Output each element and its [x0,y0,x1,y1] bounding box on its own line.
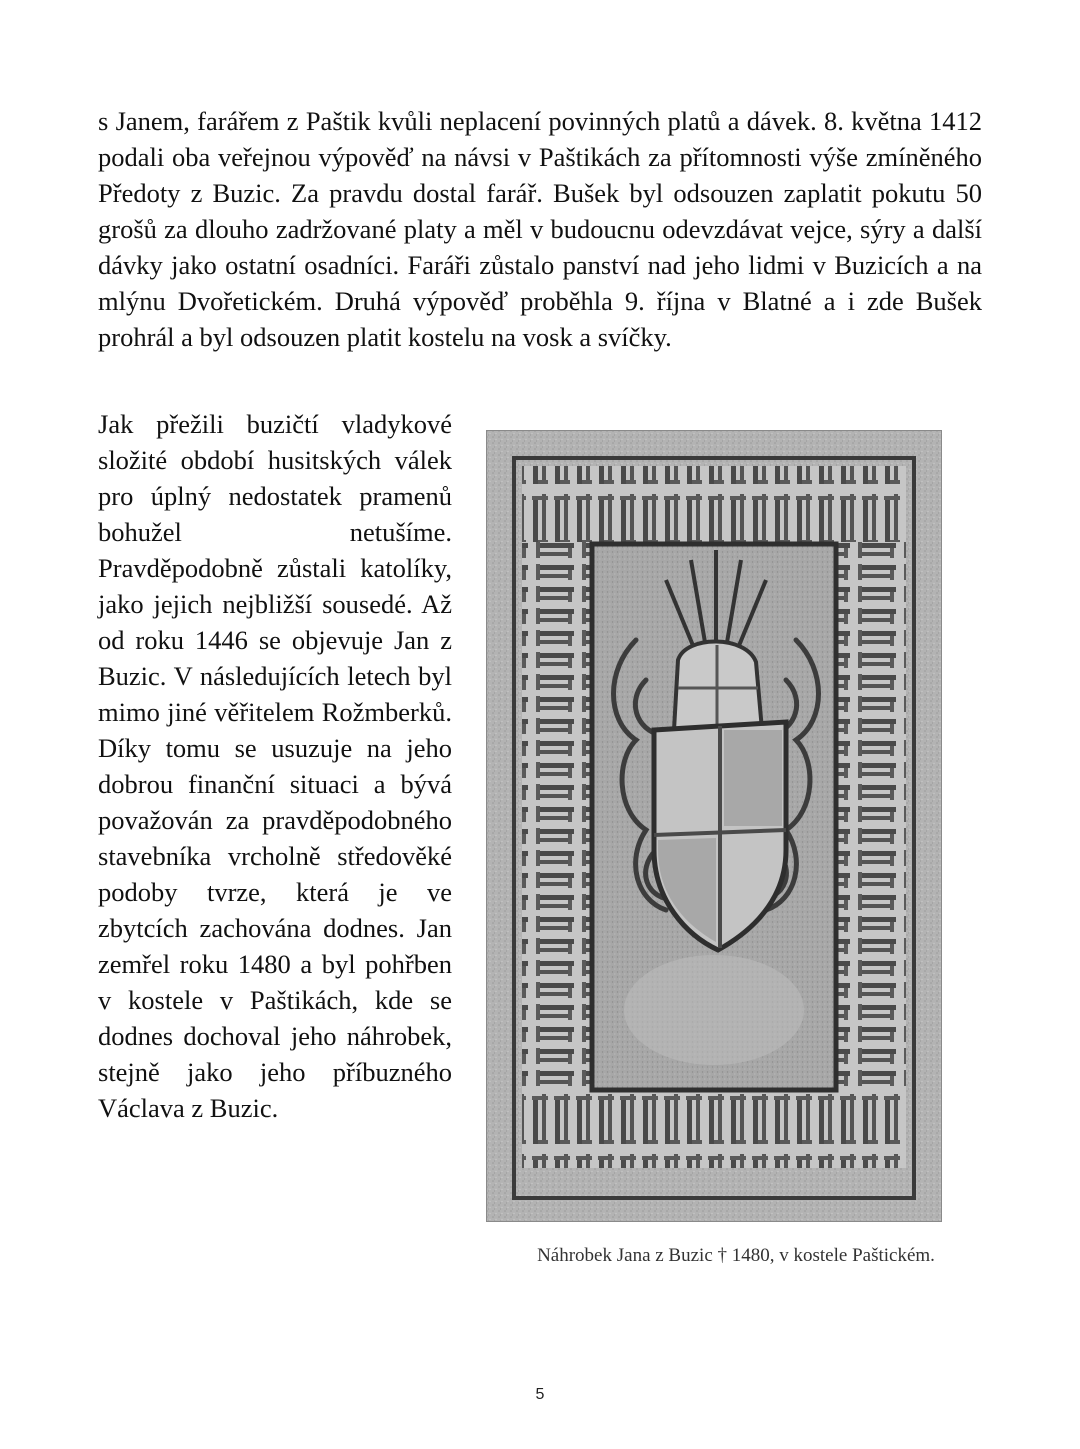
page-number: 5 [535,1386,545,1403]
figure-caption: Náhrobek Jana z Buzic † 1480, v kostele Paštickém. [537,1245,935,1266]
tombstone-image [486,430,942,1222]
body-paragraph-left: Jak přežili buzičtí vladykové složité období husitských válek pro úplný nedostatek pramenů bohužel netušíme. Pravděpodobně zůstali katolíky, jako jejich nejbližší sousedé. Až od roku 1446 se objevuje Jan z Buzic. V následujících letech byl mimo jiné věřitelem Rožmberků. Díky tomu se usuzuje na jeho dobrou finanční situaci a bývá považován za pravděpodobného stavebníka vrcholně středověké podoby tvrze, která je ve zbytcích zachována dodnes. Jan zemřel roku 1480 a byl pohřben v kostele v Paštikách, kde se dodnes dochoval jeho náhrobek, stejně jako jeho příbuzného Václava z Buzic. [98,409,452,1123]
body-paragraph-top: s Janem, farářem z Paštik kvůli neplacení povinných platů a dávek. 8. května 1412 podali oba veřejnou výpověď na návsi v Paštikách za přítomnosti výše zmíněného Předoty z Buzic. Za pravdu dostal farář. Bušek byl odsouzen zaplatit pokutu 50 grošů za dlouho zadržované platy a měl v budoucnu odevzdávat vejce, sýry a další dávky jako ostatní osadníci. Faráři zůstalo panství nad jeho lidmi v Buzicích a na mlýnu Dvořetickém. Druhá výpověď proběhla 9. října v Blatné a i zde Bušek prohrál a byl odsouzen platit kostelu na vosk a svíčky. [98,106,982,352]
